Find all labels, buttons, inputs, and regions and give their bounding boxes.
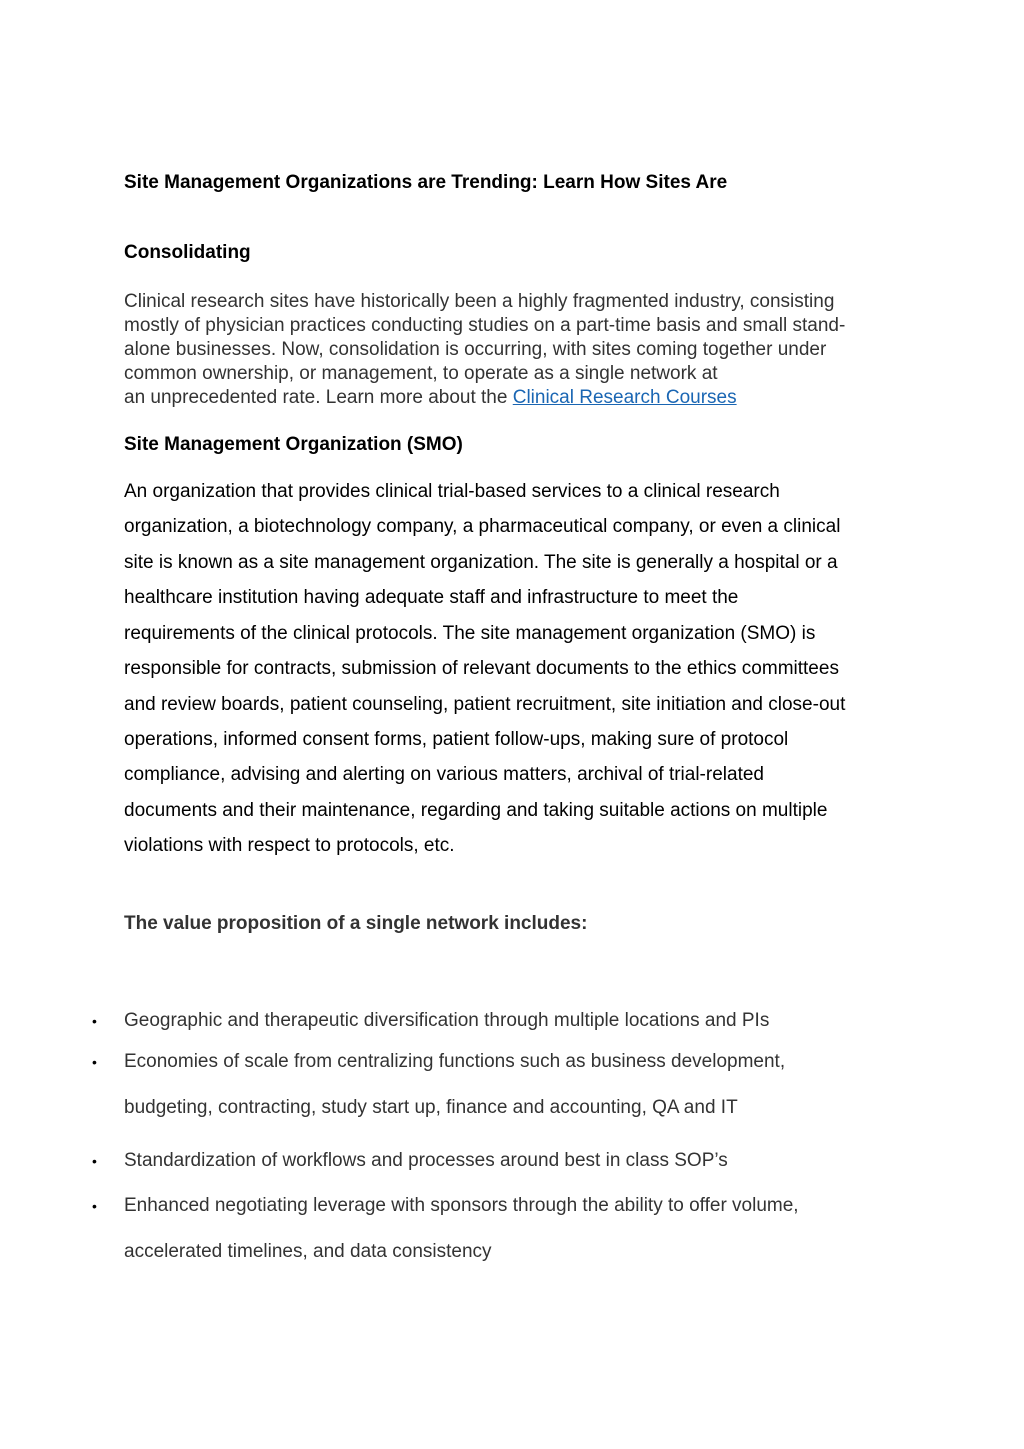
smo-heading: Site Management Organization (SMO) (124, 434, 463, 455)
bullet-icon: • (92, 1054, 97, 1070)
smo-paragraph-line: and review boards, patient counseling, patient recruitment, site initiation and close-out (124, 694, 846, 715)
smo-paragraph-line: healthcare institution having adequate staff and infrastructure to meet the (124, 587, 739, 608)
bullet-item-text: budgeting, contracting, study start up, finance and accounting, QA and IT (124, 1097, 738, 1118)
intro-paragraph-line: common ownership, or management, to operate as a single network at (124, 363, 718, 384)
bullet-item-text: Economies of scale from centralizing functions such as business development, (124, 1051, 786, 1072)
bullet-icon: • (92, 1013, 97, 1029)
clinical-research-courses-link[interactable]: Clinical Research Courses (512, 387, 737, 408)
page-title-line-1: Site Management Organizations are Trending: Learn How Sites Are (124, 172, 728, 193)
intro-paragraph-line: Clinical research sites have historically been a highly fragmented industry, consisting (124, 291, 835, 312)
bullet-icon: • (92, 1198, 97, 1214)
smo-paragraph-line: documents and their maintenance, regarding and taking suitable actions on multiple (124, 800, 828, 821)
intro-paragraph-last-line (124, 387, 737, 409)
smo-paragraph-line: compliance, advising and alerting on various matters, archival of trial-related (124, 764, 764, 785)
bullet-item-text: accelerated timelines, and data consistency (124, 1241, 492, 1262)
smo-paragraph-line: site is known as a site management organization. The site is generally a hospital or a (124, 552, 838, 573)
intro-paragraph-line: alone businesses. Now, consolidation is occurring, with sites coming together under (124, 339, 827, 360)
smo-paragraph-line: operations, informed consent forms, patient follow-ups, making sure of protocol (124, 729, 789, 750)
value-proposition-heading: The value proposition of a single network includes: (124, 913, 588, 934)
smo-paragraph-line: requirements of the clinical protocols. The site management organization (SMO) is (124, 623, 816, 644)
bullet-item-text: Geographic and therapeutic diversification through multiple locations and PIs (124, 1010, 770, 1031)
smo-paragraph-line: An organization that provides clinical trial-based services to a clinical research (124, 481, 780, 502)
bullet-item-text: Standardization of workflows and processes around best in class SOP’s (124, 1150, 728, 1171)
intro-paragraph-line: mostly of physician practices conducting studies on a part-time basis and small stand- (124, 315, 846, 336)
bullet-icon: • (92, 1153, 97, 1169)
smo-paragraph-line: violations with respect to protocols, etc. (124, 835, 455, 856)
smo-paragraph-line: responsible for contracts, submission of relevant documents to the ethics committees (124, 658, 839, 679)
intro-paragraph-text: an unprecedented rate. Learn more about the (124, 387, 513, 408)
bullet-item-text: Enhanced negotiating leverage with sponsors through the ability to offer volume, (124, 1195, 799, 1216)
smo-paragraph-line: organization, a biotechnology company, a pharmaceutical company, or even a clinical (124, 516, 841, 537)
page-title-line-2: Consolidating (124, 242, 251, 263)
